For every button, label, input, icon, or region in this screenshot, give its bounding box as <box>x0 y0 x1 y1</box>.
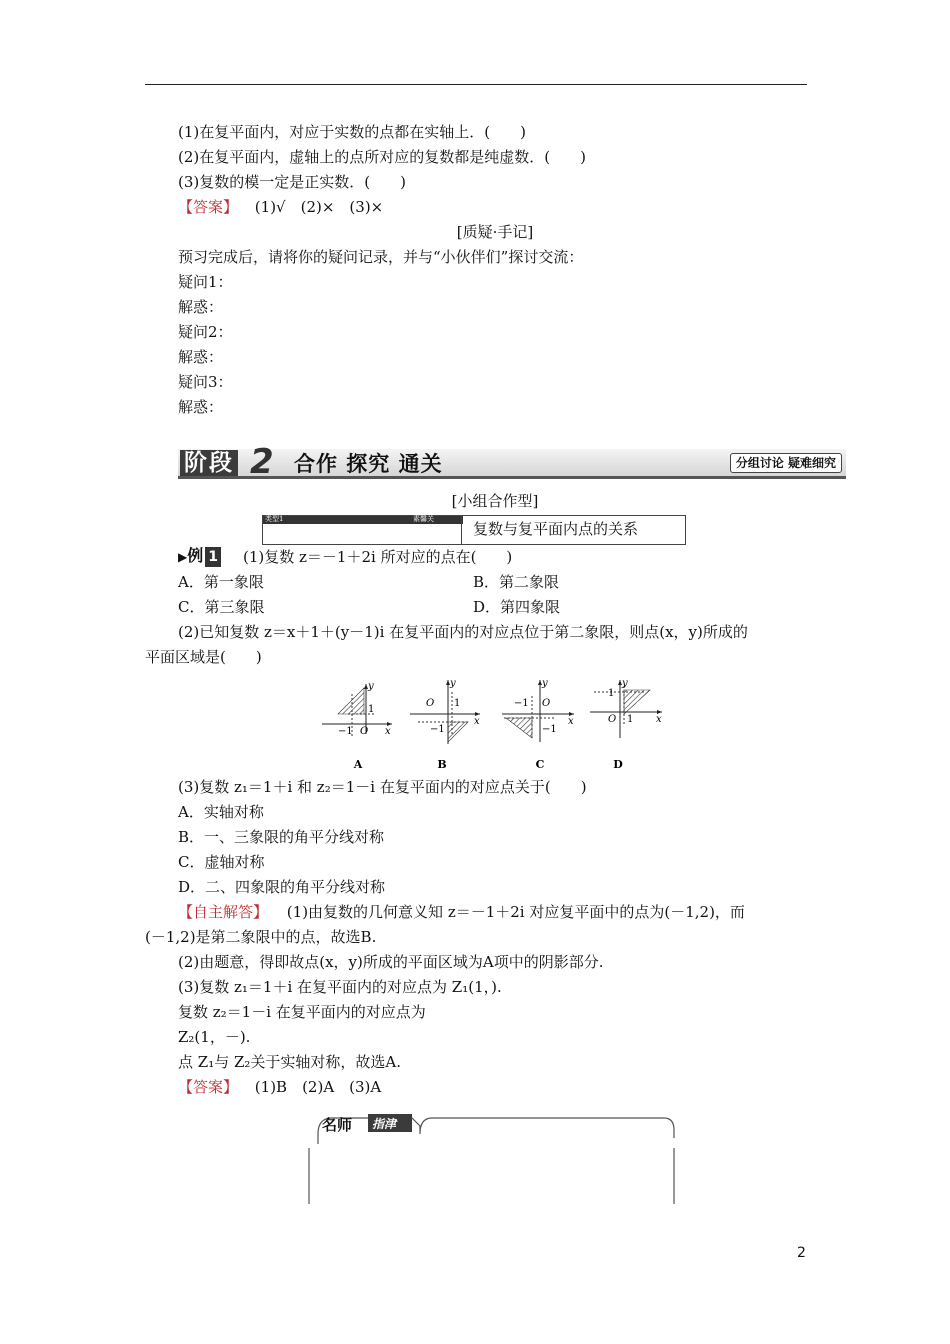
svg-text:O: O <box>426 698 435 709</box>
svg-text:O: O <box>542 698 551 709</box>
type-box <box>262 515 686 545</box>
option-1c: C．第三象限 <box>178 598 265 616</box>
type-box-title: 复数与复平面内点的关系 <box>473 520 639 538</box>
banner-tag: 分组讨论 疑难细究 <box>730 453 842 473</box>
notes-a1: 解惑： <box>178 298 224 316</box>
svg-text:1: 1 <box>454 698 461 709</box>
solution-line-4: (3)复数 z₁＝1＋i 在复平面内的对应点为 Z₁(1，). <box>178 978 502 996</box>
notes-q3: 疑问3： <box>178 373 233 391</box>
notes-q2: 疑问2： <box>178 323 233 341</box>
svg-text:1: 1 <box>368 704 375 715</box>
tip-title-a: 名师 <box>322 1116 353 1134</box>
tip-title-b: 指津 <box>372 1117 397 1131</box>
notes-q1: 疑问1： <box>178 273 233 291</box>
svg-text:O: O <box>608 714 617 725</box>
example-p1: (1)复数 z＝－1＋2i 所对应的点在( ) <box>243 548 513 566</box>
banner-number: 2 <box>250 442 274 482</box>
notes-a2: 解惑： <box>178 348 224 366</box>
banner-stage: 阶段 <box>180 450 238 476</box>
page-number: 2 <box>797 1245 806 1261</box>
solution-line-2: (－1,2)是第二象限中的点，故选B. <box>145 928 377 946</box>
svg-text:−1: −1 <box>514 698 529 709</box>
example-p2b: 平面区域是( ) <box>145 648 262 666</box>
notes-heading: [质疑·手记] <box>456 223 534 241</box>
svg-text:O: O <box>360 726 369 737</box>
answer-text: (1)√ (2)× (3)× <box>254 198 384 216</box>
top-rule <box>145 84 807 85</box>
solution-answer-text: (1)B (2)A (3)A <box>254 1078 382 1096</box>
judge-q1: (1)在复平面内，对应于实数的点都在实轴上．( ) <box>178 123 526 141</box>
diagram-a <box>322 681 392 737</box>
svg-text:x: x <box>474 716 480 727</box>
example-number: 1 <box>205 547 221 567</box>
solution-line-7: 点 Z₁与 Z₂关于实轴对称，故选A. <box>178 1053 402 1071</box>
type-box-divider <box>461 516 462 544</box>
diagram-b <box>410 678 480 744</box>
example-p2a: (2)已知复数 z＝x＋1＋(y－1)i 在复平面内的对应点位于第二象限，则点(x，y)所成的 <box>178 623 748 641</box>
svg-text:1: 1 <box>627 714 634 725</box>
diagram-label-a: A <box>353 758 363 771</box>
svg-text:y: y <box>542 678 548 689</box>
judge-q2: (2)在复平面内，虚轴上的点所对应的复数都是纯虚数．( ) <box>178 148 586 166</box>
svg-text:1: 1 <box>608 688 615 699</box>
stage-banner <box>178 442 846 482</box>
solution-line-5: 复数 z₂＝1－i 在复平面内的对应点为 <box>178 1003 426 1021</box>
diagram-d <box>590 678 662 738</box>
answer-label: 【答案】 <box>178 198 239 216</box>
solution-answer-label: 【答案】 <box>178 1078 239 1096</box>
svg-text:x: x <box>385 726 391 737</box>
svg-text:−1: −1 <box>338 726 353 737</box>
banner-title: 合作 探究 通关 <box>294 452 443 476</box>
judge-q3: (3)复数的模一定是正实数．( ) <box>178 173 406 191</box>
option-1b: B．第二象限 <box>473 573 560 591</box>
type-box-label: 类型1 <box>265 515 284 523</box>
option-3d: D．二、四象限的角平分线对称 <box>178 878 386 896</box>
teacher-tip-box <box>308 1114 676 1204</box>
group-heading: [小组合作型] <box>451 492 539 510</box>
option-1a: A．第一象限 <box>178 573 264 591</box>
svg-text:y: y <box>450 678 456 689</box>
svg-text:−1: −1 <box>542 724 557 735</box>
diagram-label-b: B <box>437 758 447 771</box>
option-1d: D．第四象限 <box>473 598 561 616</box>
svg-text:y: y <box>622 678 628 689</box>
judge-answer <box>178 197 383 217</box>
svg-text:x: x <box>656 714 662 725</box>
solution-line-1 <box>178 902 745 922</box>
svg-text:x: x <box>568 716 574 727</box>
option-3a: A．实轴对称 <box>178 803 264 821</box>
solution-text-1: (1)由复数的几何意义知 z＝－1＋2i 对应复平面中的点为(－1,2)，而 <box>286 903 745 921</box>
diagram-label-c: C <box>535 758 545 771</box>
solution-line-6: Z₂(1，－). <box>178 1028 251 1046</box>
example-p3: (3)复数 z₁＝1＋i 和 z₂＝1－i 在复平面内的对应点关于( ) <box>178 778 587 796</box>
diagram-c <box>502 678 574 742</box>
type-box-seal: 素馨关 <box>413 515 434 523</box>
solution-line-3: (2)由题意，得即故点(x，y)所成的平面区域为A项中的阴影部分. <box>178 953 604 971</box>
notes-intro: 预习完成后，请将你的疑问记录，并与“小伙伴们”探讨交流： <box>178 248 584 266</box>
svg-text:y: y <box>368 681 374 692</box>
option-3c: C．虚轴对称 <box>178 853 265 871</box>
example-label: 例 <box>187 546 204 565</box>
example-marker: ▶例 1 <box>178 546 221 567</box>
svg-text:−1: −1 <box>430 724 445 735</box>
diagram-label-d: D <box>613 758 623 771</box>
solution-answer <box>178 1077 381 1097</box>
solution-label: 【自主解答】 <box>178 903 269 921</box>
region-diagrams <box>318 676 668 772</box>
option-3b: B．一、三象限的角平分线对称 <box>178 828 385 846</box>
notes-a3: 解惑： <box>178 398 224 416</box>
